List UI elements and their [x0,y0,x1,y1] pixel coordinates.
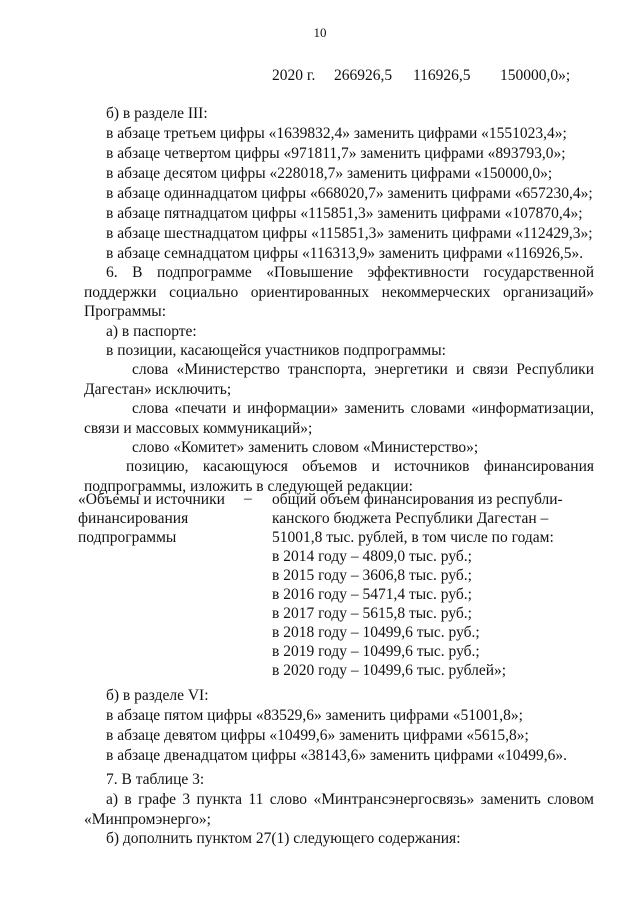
amendment-line: в абзаце десятом цифры «228018,7» заменить цифрами «150000,0»; [106,165,553,182]
funding-line: общий объем финансирования из республи- [272,491,563,508]
funding-year-line: в 2020 году – 10499,6 тыс. рублей»; [272,662,507,679]
amendment-line: в абзаце семнадцатом цифры «116313,9» заменить цифрами «116926,5». [106,245,584,262]
word-replacement: слово «Комитет» заменить словом «Министерство»; [132,439,479,456]
total-cell: 266926,5 [334,67,393,84]
label-dash: – [244,490,252,507]
funding-year-line: в 2015 году – 3606,8 тыс. руб.; [272,567,472,584]
funding-year-line: в 2014 году – 4809,0 тыс. руб.; [272,548,472,565]
amendment-line: в абзаце четвертом цифры «971811,7» заменить цифрами «893793,0»; [106,145,566,162]
year-cell: 2020 г. [272,67,316,84]
words-exclusion: слова «Министерство транспорта, энергетики и связи Республики Дагестан» исключить; [84,361,594,398]
item-6-intro: 6. В подпрограмме «Повышение эффективности государственной поддержки социально ориентированных некоммерческих организаций» Программы: [84,264,594,320]
words-replacement: слова «печати и информации» заменить словами «информатизации, связи и массовых коммуникаций»; [84,400,594,437]
amendment-line: в абзаце одиннадцатом цифры «668020,7» заменить цифрами «657230,4»; [106,185,593,202]
funding-year-line: в 2018 году – 10499,6 тыс. руб.; [272,624,480,641]
funding-year-line: в 2017 году – 5615,8 тыс. руб.; [272,605,472,622]
funding-label: «Объемы и источники финансирования подпрограммы [78,491,225,546]
amendment-line: в абзаце шестнадцатом цифры «115851,3» заменить цифрами «112429,3»; [106,225,593,242]
value-cell-3: 150000,0»; [500,67,571,84]
section-heading: б) в разделе VI: [106,687,209,704]
amendment-line: в абзаце пятнадцатом цифры «115851,3» заменить цифрами «107870,4»; [106,205,583,222]
funding-year-line: в 2019 году – 10499,6 тыс. руб.; [272,643,480,660]
funding-details [272,490,592,680]
amendment-line: в абзаце третьем цифры «1639832,4» заменить цифрами «1551023,4»; [106,125,567,142]
funding-year-line: в 2016 году – 5471,4 тыс. руб.; [272,586,472,603]
item-7-subitem-b: б) дополнить пунктом 27(1) следующего содержания: [106,830,461,847]
funding-position-intro: позицию, касающуюся объемов и источников финансирования подпрограммы, изложить в следующей редакции: [84,458,594,495]
amendment-line: в абзаце пятом цифры «83529,6» заменить цифрами «51001,8»; [106,707,523,724]
item-7-subitem-a: а) в графе 3 пункта 11 слово «Минтрансэнергосвязь» заменить словом «Минпромэнерго»; [84,791,594,828]
item-7-heading: 7. В таблице 3: [106,771,205,788]
amendment-line: в абзаце девятом цифры «10499,6» заменить цифрами «5615,8»; [106,727,529,744]
funding-line: канского бюджета Республики Дагестан – [272,510,549,527]
section-heading: б) в разделе III: [106,105,208,122]
participants-position: в позиции, касающейся участников подпрограммы: [106,342,446,359]
item-6-subitem-a: а) в паспорте: [106,323,197,340]
page-number: 10 [313,25,327,40]
funding-line: 51001,8 тыс. рублей, в том числе по годам: [272,529,554,546]
amendment-line: в абзаце двенадцатом цифры «38143,6» заменить цифрами «10499,6». [106,747,567,764]
value-cell-2: 116926,5 [413,67,471,84]
